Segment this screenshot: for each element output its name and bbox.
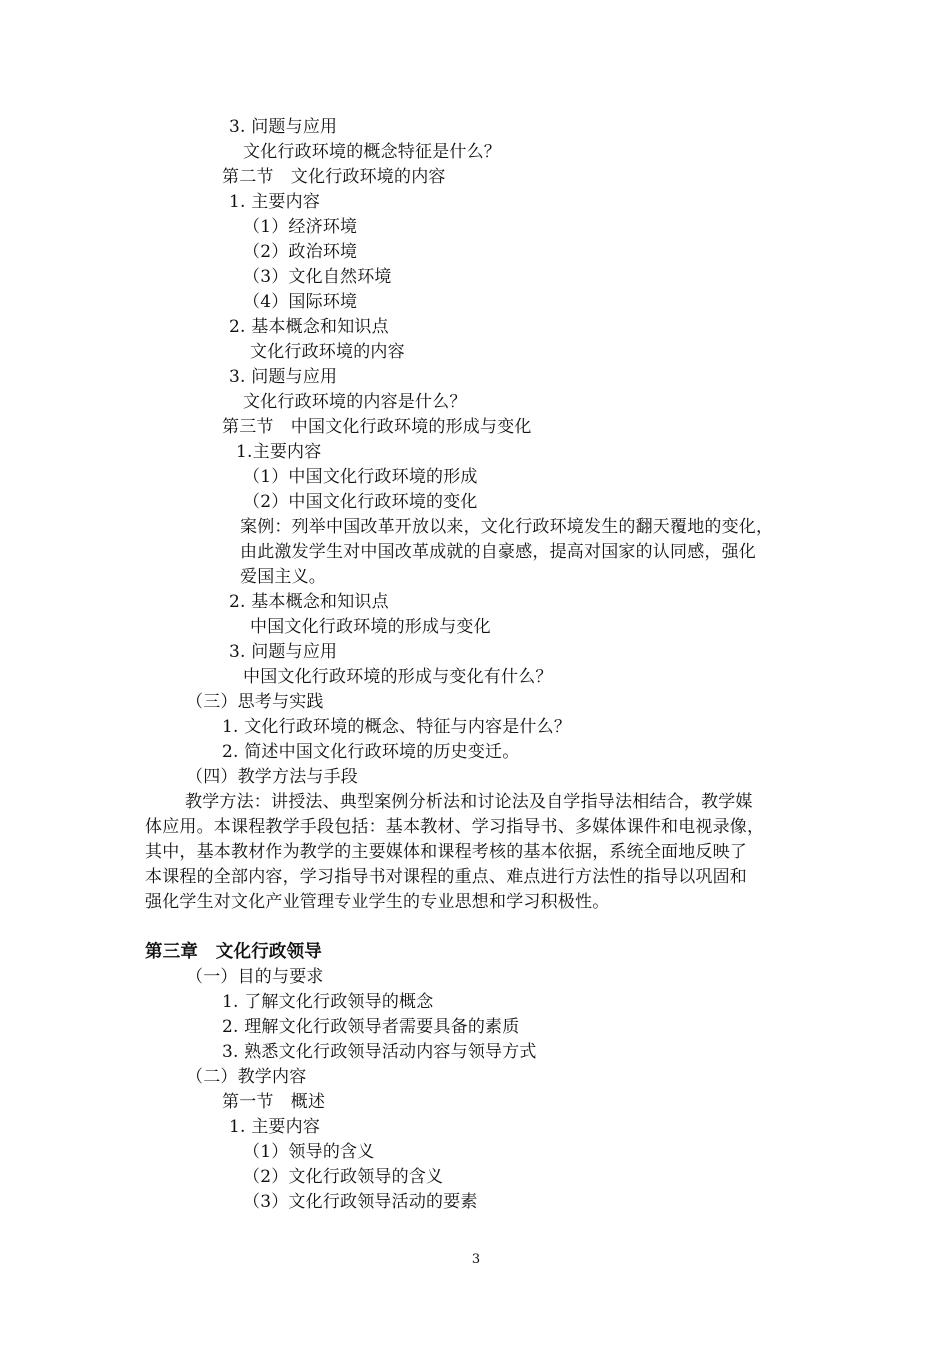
- subheading-concepts: 2. 基本概念和知识点: [229, 592, 389, 612]
- heading-methods: （四）教学方法与手段: [186, 767, 358, 787]
- list-item: （3）文化行政领导活动的要素: [243, 1192, 478, 1212]
- paragraph-line: 教学方法：讲授法、典型案例分析法和讨论法及自学指导法相结合，教学媒: [185, 792, 753, 812]
- heading-goals: （一）目的与要求: [186, 967, 324, 987]
- question-text: 中国文化行政环境的形成与变化有什么？: [243, 667, 553, 687]
- list-item: （2）中国文化行政环境的变化: [243, 492, 478, 512]
- question-text: 文化行政环境的概念特征是什么？: [243, 142, 501, 162]
- subheading-questions: 3. 问题与应用: [229, 367, 338, 387]
- page-number: 3: [471, 1252, 481, 1267]
- subheading-questions: 3. 问题与应用: [229, 117, 338, 137]
- list-item: （4）国际环境: [243, 292, 358, 312]
- chapter-title: 第三章 文化行政领导: [145, 942, 322, 962]
- concept-text: 中国文化行政环境的形成与变化: [250, 617, 491, 637]
- paragraph-line: 本课程的全部内容，学习指导书对课程的重点、难点进行方法性的指导以巩固和: [145, 867, 747, 887]
- paragraph-line: 体应用。本课程教学手段包括：基本教材、学习指导书、多媒体课件和电视录像，: [145, 817, 765, 837]
- list-item: （2）文化行政领导的含义: [243, 1167, 444, 1187]
- practice-item: 1. 文化行政环境的概念、特征与内容是什么？: [222, 717, 572, 737]
- subheading-main-content: 1.主要内容: [236, 442, 322, 462]
- heading-content: （二）教学内容: [186, 1067, 307, 1087]
- case-text: 案例：列举中国改革开放以来，文化行政环境发生的翻天覆地的变化，: [240, 517, 774, 537]
- paragraph-line: 强化学生对文化产业管理专业学生的专业思想和学习积极性。: [145, 892, 610, 912]
- subheading-concepts: 2. 基本概念和知识点: [229, 317, 389, 337]
- case-text: 爱国主义。: [240, 567, 326, 587]
- subheading-main-content: 1. 主要内容: [229, 1117, 321, 1137]
- concept-text: 文化行政环境的内容: [250, 342, 405, 362]
- paragraph-line: 其中，基本教材作为教学的主要媒体和课程考核的基本依据，系统全面地反映了: [145, 842, 747, 862]
- list-item: （2）政治环境: [243, 242, 358, 262]
- list-item: （3）文化自然环境: [243, 267, 392, 287]
- case-text: 由此激发学生对中国改革成就的自豪感，提高对国家的认同感，强化: [240, 542, 756, 562]
- section-heading-3: 第三节 中国文化行政环境的形成与变化: [222, 417, 532, 437]
- practice-item: 2. 简述中国文化行政环境的历史变迁。: [222, 742, 520, 762]
- list-item: （1）经济环境: [243, 217, 358, 237]
- goal-item: 3. 熟悉文化行政领导活动内容与领导方式: [222, 1042, 537, 1062]
- subheading-main-content: 1. 主要内容: [229, 192, 321, 212]
- section-heading-2: 第二节 文化行政环境的内容: [222, 167, 446, 187]
- subheading-questions: 3. 问题与应用: [229, 642, 338, 662]
- heading-practice: （三）思考与实践: [186, 692, 324, 712]
- list-item: （1）领导的含义: [243, 1142, 375, 1162]
- question-text: 文化行政环境的内容是什么？: [243, 392, 467, 412]
- goal-item: 2. 理解文化行政领导者需要具备的素质: [222, 1017, 520, 1037]
- goal-item: 1. 了解文化行政领导的概念: [222, 992, 434, 1012]
- section-heading-1: 第一节 概述: [222, 1092, 326, 1112]
- list-item: （1）中国文化行政环境的形成: [243, 467, 478, 487]
